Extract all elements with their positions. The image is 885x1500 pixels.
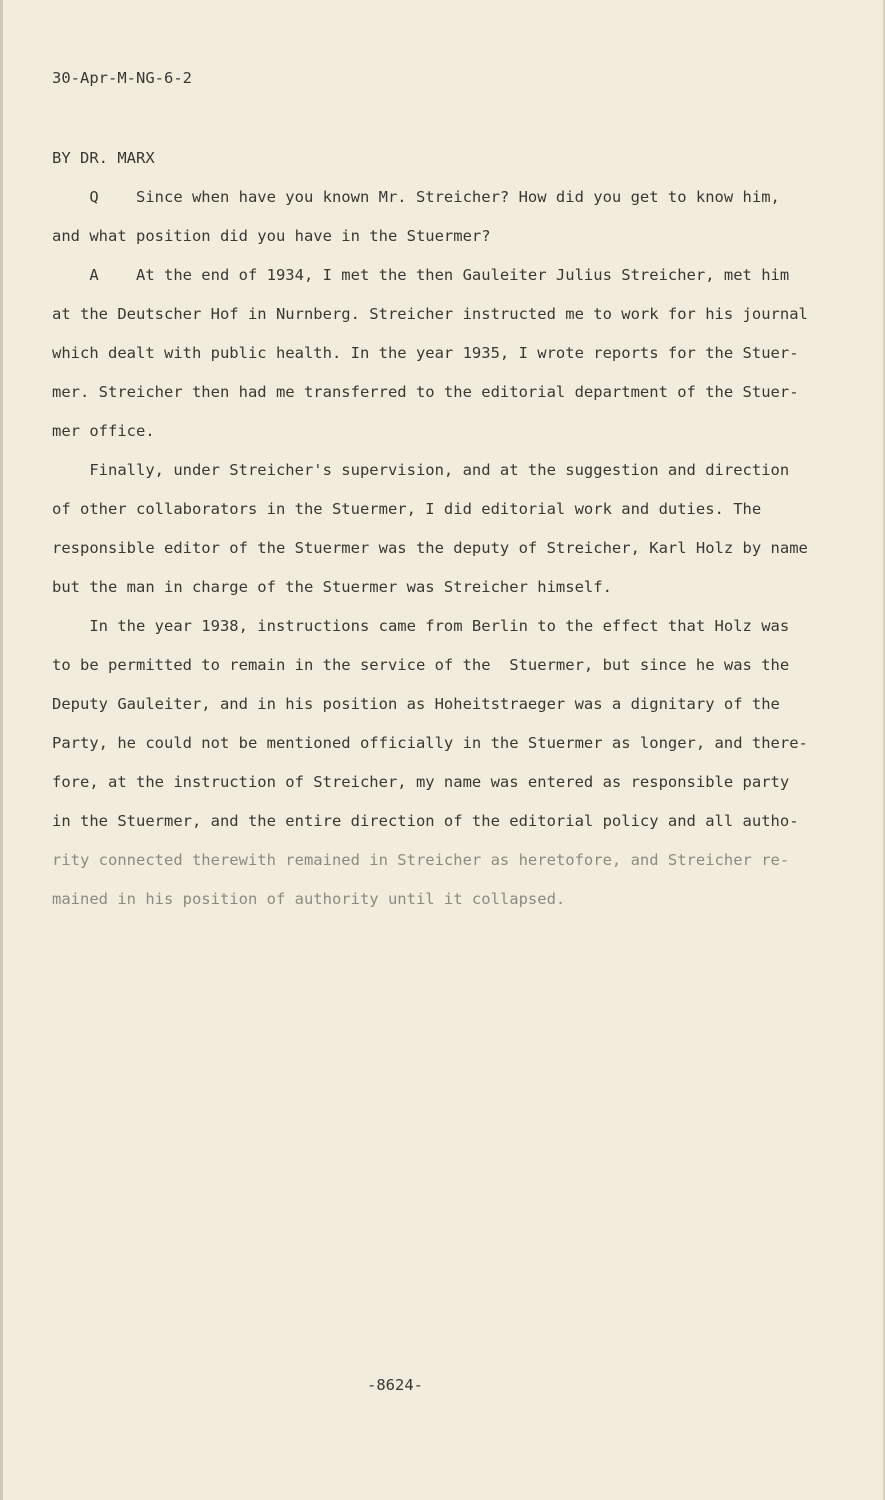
text-line: Finally, under Streicher's supervision, and at the suggestion and direction bbox=[52, 461, 790, 479]
text-line: Party, he could not be mentioned officially in the Stuermer as longer, and there- bbox=[52, 734, 808, 752]
text-line: to be permitted to remain in the service of the Stuermer, but since he was the bbox=[52, 656, 790, 674]
text-line: fore, at the instruction of Streicher, my name was entered as responsible party bbox=[52, 773, 790, 791]
page-number: -8624- bbox=[367, 1376, 423, 1394]
examiner-heading: BY DR. MARX bbox=[52, 149, 155, 167]
text-line: which dealt with public health. In the year 1935, I wrote reports for the Stuer- bbox=[52, 344, 799, 362]
page-left-edge bbox=[0, 0, 3, 1500]
text-line: mained in his position of authority until it collapsed. bbox=[52, 890, 566, 908]
text-line: in the Stuermer, and the entire direction of the editorial policy and all autho- bbox=[52, 812, 799, 830]
text-line: but the man in charge of the Stuermer was Streicher himself. bbox=[52, 578, 612, 596]
text-line: In the year 1938, instructions came from Berlin to the effect that Holz was bbox=[52, 617, 790, 635]
text-line: at the Deutscher Hof in Nurnberg. Streicher instructed me to work for his journal bbox=[52, 305, 808, 323]
text-line: and what position did you have in the Stuermer? bbox=[52, 227, 491, 245]
text-line: Q Since when have you known Mr. Streicher? How did you get to know him, bbox=[52, 188, 780, 206]
text-line: mer. Streicher then had me transferred to the editorial department of the Stuer- bbox=[52, 383, 799, 401]
text-line: Deputy Gauleiter, and in his position as Hoheitstraeger was a dignitary of the bbox=[52, 695, 780, 713]
text-line: A At the end of 1934, I met the then Gauleiter Julius Streicher, met him bbox=[52, 266, 790, 284]
text-line: of other collaborators in the Stuermer, I did editorial work and duties. The bbox=[52, 500, 762, 518]
text-line: responsible editor of the Stuermer was the deputy of Streicher, Karl Holz by name bbox=[52, 539, 808, 557]
text-line: rity connected therewith remained in Streicher as heretofore, and Streicher re- bbox=[52, 851, 790, 869]
text-line: mer office. bbox=[52, 422, 155, 440]
document-header-code: 30-Apr-M-NG-6-2 bbox=[52, 69, 192, 87]
